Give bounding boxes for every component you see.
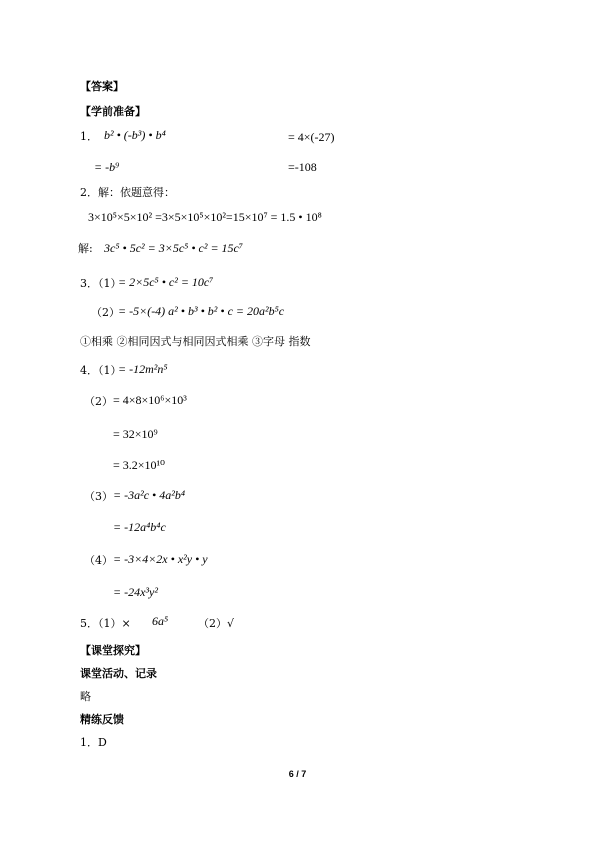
q4-part2-step3: = 3.2×10¹⁰ [113, 458, 165, 472]
q3-part2-expression: = -5×(-4) a² • b³ • b² • c = 20a²b⁵c [118, 304, 285, 318]
heading-answer: 【答案】 [80, 80, 124, 93]
q2-intro: 2．解：依题意得： [80, 186, 175, 199]
page-number: 6 / 7 [288, 769, 307, 779]
q2-solve-expression: 3c⁵ • 5c² = 3×5c⁵ • c² = 15c⁷ [104, 241, 244, 255]
activity-heading: 课堂活动、记录 [80, 667, 157, 680]
q1-right-expression: = 4×(-27) [288, 130, 335, 144]
q5-expression: 6a⁵ [152, 614, 169, 628]
q1-left-expression: b² • (-b³) • b⁴ [104, 128, 166, 142]
q1-left-result: = -b⁹ [94, 160, 120, 174]
heading-prep: 【学前准备】 [80, 105, 146, 118]
q5-part2: （2）√ [198, 617, 235, 630]
q1-right-result: =-108 [288, 160, 317, 174]
q4-part3-step2: = -12a⁴b⁴c [113, 520, 166, 534]
q4-part1-number: 4．（1） [80, 364, 122, 377]
q4-part3-step1: = -3a²c • 4a²b⁴ [113, 488, 185, 502]
heading-explore: 【课堂探究】 [80, 644, 146, 657]
q5-part1: 5．（1）× [80, 617, 131, 630]
q1-number: 1． [80, 130, 98, 143]
q3-part1-number: 3．（1） [80, 277, 122, 290]
q4-part4-step2: = -24x³y² [113, 585, 158, 599]
q4-part2-step1: = 4×8×10⁶×10³ [113, 393, 187, 407]
q4-part2-step2: = 32×10⁹ [113, 427, 158, 441]
q3-summary: ①相乘 ②相同因式与相同因式相乘 ③字母 指数 [80, 335, 311, 348]
q3-part2-number: （2） [91, 306, 120, 319]
q3-part1-expression: = 2×5c⁵ • c² = 10c⁷ [118, 275, 214, 289]
q4-part1-expression: = -12m²n⁵ [118, 362, 168, 376]
q4-part4-step1: = -3×4×2x • x²y • y [113, 552, 208, 566]
q2-solve-prefix: 解: [78, 242, 93, 255]
q4-part3-number: （3） [84, 490, 113, 503]
q4-part2-number: （2） [84, 395, 113, 408]
feedback-heading: 精练反馈 [80, 713, 124, 726]
feedback-answer-1: 1．D [80, 736, 107, 749]
q4-part4-number: （4） [84, 554, 113, 567]
omitted-text: 略 [80, 690, 91, 703]
q2-calculation: 3×10⁵×5×10² =3×5×10⁵×10²=15×10⁷ = 1.5 • 10⁸ [88, 210, 322, 224]
